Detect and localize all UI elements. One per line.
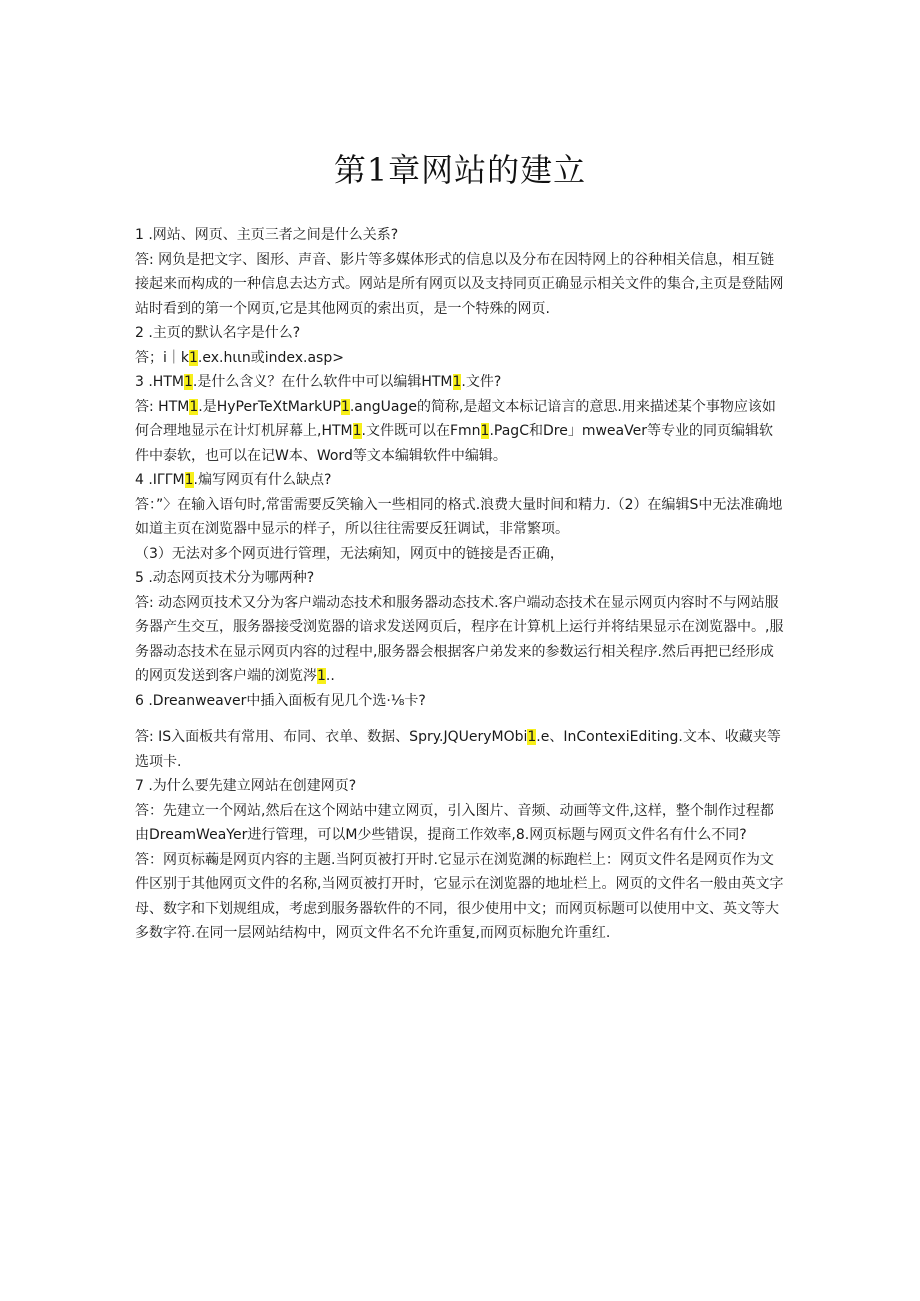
paragraph-text: 答：先建立一个网站,然后在这个网站中建立网页，引入图片、音频、动画等文件,这样，整个制作过程都由DreamWeaYer进行管理，可以M少些错误，提商工作效率,8.网页标题与网页文件名有什么不同? — [135, 802, 774, 843]
paragraph-text: .煸写网页有什么缺点? — [193, 472, 332, 488]
paragraph-text: .是HyPerTeXtMarkUP — [198, 398, 341, 415]
answer-paragraph — [135, 542, 785, 567]
answer-paragraph — [135, 848, 785, 946]
highlighted-text: 1 — [480, 423, 490, 439]
paragraph-text: .angUage的简称,是超文本标记谙言的意思.用来描述某个事物应该如何合理地显示在计灯机屏幕上,HTM — [135, 398, 776, 439]
question-paragraph — [135, 321, 785, 346]
highlighted-text: 1 — [189, 349, 198, 366]
document-body — [135, 223, 785, 946]
paragraph-text: 答: IS入面板共有常用、布同、衣单、数据、Spry.JQUeryMObi — [135, 729, 528, 745]
paragraph-text: .文件既可以在Fmn — [361, 423, 481, 439]
highlighted-text: 1 — [183, 374, 193, 390]
paragraph-text: 答：网页标蘜是网页内容的主题.当阿页被打开时.它显示在浏览渊的标跑栏上：网页文件名是网页作为文件区别于其他网页文件的名称,当网页被打开时，它显示在浏览器的地址栏上。网页的文件名一般由英文字母、数字和下划规组成，考虑到服务器软件的不同，很少使用中文；而网页标题可以使用中文、英文等大多数字符.在同一层网站结构中，网页文件名不允许重复,而网页标胞允许重红. — [135, 851, 784, 941]
highlighted-text: 1 — [527, 729, 537, 745]
question-paragraph — [135, 370, 785, 395]
question-paragraph — [135, 223, 785, 248]
question-paragraph — [135, 468, 785, 493]
answer-paragraph — [135, 493, 785, 542]
answer-paragraph — [135, 591, 785, 689]
paragraph-text: .ex.hιιn或index.asp> — [197, 349, 344, 366]
highlighted-text: 1 — [189, 398, 199, 415]
question-paragraph — [135, 774, 785, 799]
paragraph-text: 5 .动态网页技术分为哪两种? — [135, 570, 315, 586]
highlighted-text: 1 — [452, 374, 462, 390]
answer-paragraph — [135, 799, 785, 848]
paragraph-text: 7 .为什么要先建立网站在创建网页? — [135, 778, 357, 794]
highlighted-text: 1 — [352, 423, 362, 439]
paragraph-text: 答：”〉在输入语句时,常雷需要反笑输入一些相同的格式.浪费大量时间和精力.（2）在编辑S中无法准确地如道主页在浏览器中显示的样子，所以往往需要反狂调试，非常繁项。 — [135, 496, 783, 537]
paragraph-text: 4 .IΓΓM — [135, 472, 185, 488]
paragraph-text: 答: 动态网页技术又分为客户端动态技术和服务器动态技术.客户端动态技术在显示网页内容时不与网站服务器产生交互，服务器接受浏览器的谙求发送网页后，程序在计算机上运行并将结果显示在浏览器中。,服务器动态技术在显示网页内容的过程中,服务器会根据客户弟发来的参数运行相关程序.然后再把已经形成的网页发送到客户端的浏览涔 — [135, 594, 784, 684]
highlighted-text: 1 — [184, 472, 194, 488]
paragraph-spacer — [135, 713, 785, 725]
question-paragraph — [135, 689, 785, 714]
paragraph-text: （3）无法对多个网页进行管理，无法痢知，网页中的链接是否正确， — [135, 545, 564, 562]
paragraph-text: .PagC和Dre」mweaVer等专业的同页编辑软件中泰软，也可以在记W本、Word等文本编辑软件中编辑。 — [135, 423, 773, 464]
highlighted-text: 1 — [340, 398, 350, 415]
question-paragraph — [135, 566, 785, 591]
highlighted-text: 1 — [317, 668, 326, 684]
paragraph-text: .文件? — [461, 374, 502, 390]
paragraph-text: .e、InContexiEditing.文本、收藏夹等选项卡. — [135, 729, 781, 770]
paragraph-text: 2 .主页的默认名字是什么? — [135, 325, 301, 341]
answer-paragraph — [135, 395, 785, 469]
answer-paragraph — [135, 725, 785, 774]
answer-paragraph — [135, 248, 785, 322]
page-title: 第1章网站的建立 — [333, 151, 587, 189]
paragraph-text: .. — [325, 668, 335, 684]
paragraph-text: 1 .网站、网页、主页三者之间是什么关系? — [135, 227, 399, 243]
paragraph-text: 答: 网负是把文字、图形、声音、影片等多媒体形式的信息以及分布在因特网上的谷种相关信息，相互链接起来而构成的一种信息去达方式。网站是所有网页以及支持同页正确显示相关文件的集合,主页是登陆网站时看到的第一个网页,它是其他网页的索出页，是一个特殊的网页. — [135, 251, 784, 317]
paragraph-text: 3 .HTM — [135, 374, 184, 390]
paragraph-text: 答；i｜k — [135, 349, 189, 366]
paragraph-text: 答: HTM — [135, 398, 190, 415]
paragraph-text: 6 .Dreanweaver中插入面板有见几个选·⅛卡? — [135, 692, 426, 709]
answer-paragraph — [135, 346, 785, 371]
paragraph-text: .是什么含义？在什么软件中可以编辑HTM — [192, 374, 453, 390]
